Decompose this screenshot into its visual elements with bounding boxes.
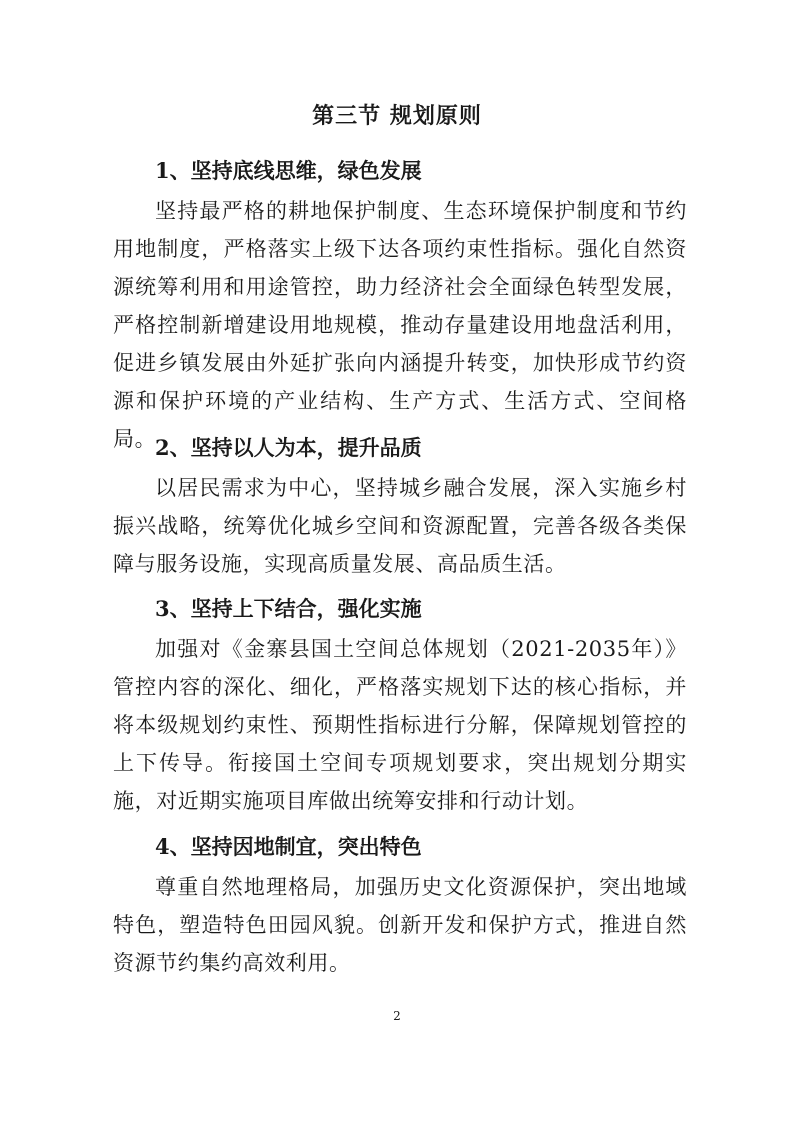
principle-heading-4: 4、坚持因地制宜，突出特色 [155, 834, 422, 859]
page-number: 2 [393, 1009, 401, 1023]
principle-body-2: 以居民需求为中心，坚持城乡融合发展，深入实施乡村振兴战略，统筹优化城乡空间和资源配置，完善各级各类保障与服务设施，实现高质量发展、高品质生活。 [113, 476, 687, 576]
principle-heading-3: 3、坚持上下结合，强化实施 [155, 596, 422, 621]
principle-body-3: 加强对《金寨县国土空间总体规划（2021-2035年）》管控内容的深化、细化，严格落实规划下达的核心指标，并将本级规划约束性、预期性指标进行分解，保障规划管控的上下传导。衔接国土空间专项规划要求，突出规划分期实施，对近期实施项目库做出统筹安排和行动计划。 [113, 637, 687, 813]
principle-body-1: 坚持最严格的耕地保护制度、生态环境保护制度和节约用地制度，严格落实上级下达各项约束性指标。强化自然资源统筹利用和用途管控，助力经济社会全面绿色转型发展，严格控制新增建设用地规模，推动存量建设用地盘活利用，促进乡镇发展由外延扩张向内涵提升转变，加快形成节约资源和保护环境的产业结构、生产方式、生活方式、空间格局。 [113, 199, 687, 451]
principle-body-4: 尊重自然地理格局，加强历史文化资源保护，突出地域特色，塑造特色田园风貌。创新开发和保护方式，推进自然资源节约集约高效利用。 [113, 875, 687, 975]
principle-heading-2: 2、坚持以人为本，提升品质 [155, 435, 422, 460]
principle-heading-1: 1、坚持底线思维，绿色发展 [155, 158, 422, 183]
section-title: 第三节 规划原则 [312, 104, 482, 129]
